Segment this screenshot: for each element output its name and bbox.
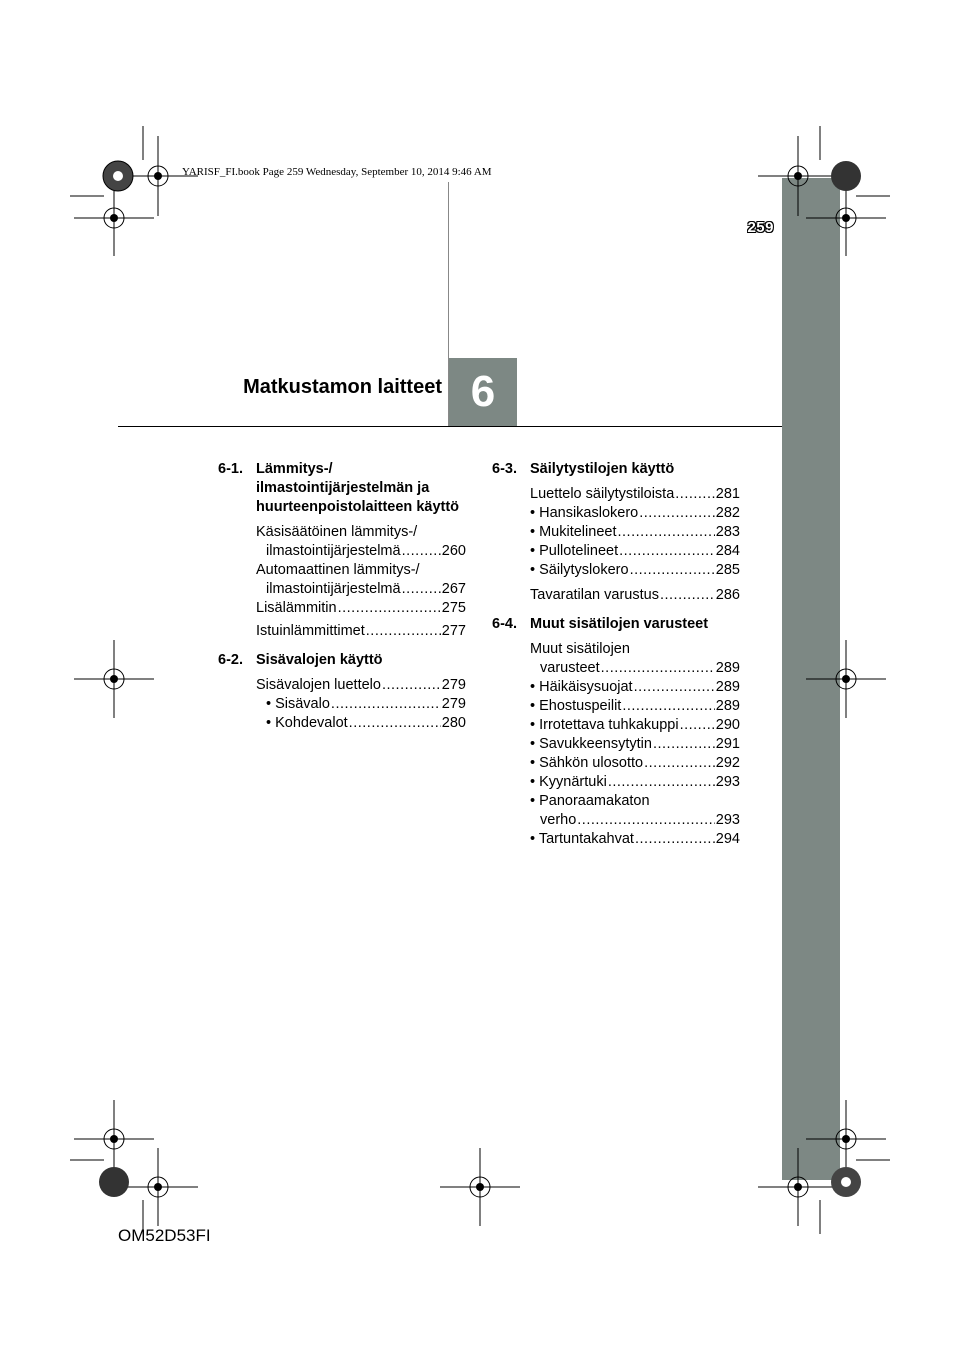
toc-entry-text: • Mukitelineet (530, 524, 617, 540)
toc-entry-first-line: • Panoraamakaton (530, 793, 650, 809)
toc-entry-text: Lisälämmitin (256, 600, 337, 616)
toc-entry-text: • Hansikaslokero (530, 505, 639, 521)
chapter-rule (118, 426, 782, 427)
toc-leader-dots (331, 695, 441, 714)
toc-leader-dots (577, 811, 715, 830)
toc-entry-text: varusteet (540, 660, 600, 676)
toc-page-number: 279 (441, 696, 466, 712)
toc-page-number: 286 (715, 587, 740, 603)
toc-entry[interactable] (492, 504, 740, 523)
toc-page-number: 289 (715, 679, 740, 695)
toc-entry-text: • Sähkön ulosotto (530, 755, 644, 771)
print-header-stamp: YARISF_FI.book Page 259 Wednesday, September 10, 2014 9:46 AM (182, 166, 492, 178)
toc-page-number: 293 (715, 774, 740, 790)
toc-leader-dots (635, 830, 715, 849)
toc-page-number: 294 (715, 831, 740, 847)
section-number: 6-1. (218, 461, 243, 477)
toc-leader-dots (601, 659, 715, 678)
toc-page-number: 283 (715, 524, 740, 540)
toc-page-number: 289 (715, 660, 740, 676)
toc-entry-text: • Ehostuspeilit (530, 698, 622, 714)
section-number: 6-4. (492, 616, 517, 632)
toc-entry-text: • Irrotettava tuhkakuppi (530, 717, 679, 733)
toc-page-number: 277 (441, 623, 466, 639)
toc-page-number: 267 (441, 581, 466, 597)
toc-page-number: 280 (441, 715, 466, 731)
toc-page-number: 289 (715, 698, 740, 714)
toc-entry-text: • Sisävalo (266, 696, 330, 712)
toc-leader-dots (402, 580, 441, 599)
toc-entry[interactable] (492, 485, 740, 504)
toc-page-number: 291 (715, 736, 740, 752)
toc-leader-dots (630, 561, 715, 580)
toc-column-right (492, 460, 740, 849)
section-gap (492, 605, 740, 615)
manual-code: OM52D53FI (118, 1226, 211, 1245)
toc-leader-dots (617, 523, 714, 542)
section-number: 6-3. (492, 461, 517, 477)
toc-entry-first-line: Muut sisätilojen (530, 641, 630, 657)
toc-entry-first-line: Automaattinen lämmitys-/ (256, 562, 420, 578)
section-number: 6-2. (218, 652, 243, 668)
toc-leader-dots (382, 676, 441, 695)
toc-entry[interactable] (492, 830, 740, 849)
toc-entry-text: • Savukkeensytytin (530, 736, 652, 752)
toc-leader-dots (608, 773, 715, 792)
toc-entry-text: • Häikäisysuojat (530, 679, 633, 695)
toc-entry[interactable] (218, 714, 466, 733)
toc-leader-dots (622, 697, 714, 716)
toc-entry-text: • Pullotelineet (530, 543, 619, 559)
chapter-number-box: 6 (449, 358, 517, 426)
toc-entry[interactable] (492, 773, 740, 792)
toc-page-number: 260 (441, 543, 466, 559)
toc-page-number: 284 (715, 543, 740, 559)
toc-section-heading (492, 615, 740, 634)
toc-entry[interactable] (492, 697, 740, 716)
toc-page-number: 285 (715, 562, 740, 578)
toc-entry-text: • Kyynärtuki (530, 774, 607, 790)
toc-section-heading (492, 460, 740, 479)
toc-leader-dots (366, 622, 441, 641)
toc-leader-dots (402, 542, 441, 561)
toc-page-number: 281 (715, 486, 740, 502)
section-title: Sisävalojen käyttö (256, 652, 383, 668)
section-title: Muut sisätilojen varusteet (530, 616, 709, 632)
toc-entry[interactable] (492, 542, 740, 561)
toc-entry[interactable] (218, 580, 466, 599)
toc-entry[interactable] (218, 599, 466, 618)
toc-column-left (218, 460, 466, 733)
section-title: Säilytystilojen käyttö (530, 461, 675, 477)
toc-page-number: 275 (441, 600, 466, 616)
toc-entry-text: Sisävalojen luettelo (256, 677, 381, 693)
page-number: 259 (747, 219, 774, 236)
chapter-title: Matkustamon laitteet (243, 376, 442, 398)
toc-entry[interactable] (492, 586, 740, 605)
toc-entry[interactable] (492, 561, 740, 580)
toc-entry[interactable] (492, 678, 740, 697)
toc-entry[interactable] (218, 622, 466, 641)
toc-entry-text: • Kohdevalot (266, 715, 348, 731)
toc-entry[interactable] (218, 695, 466, 714)
toc-leader-dots (653, 735, 715, 754)
toc-leader-dots (634, 678, 715, 697)
toc-leader-dots (619, 542, 715, 561)
toc-entry-text: • Säilytyslokero (530, 562, 629, 578)
toc-section-heading (218, 460, 466, 517)
toc-leader-dots (338, 599, 441, 618)
toc-entry[interactable] (492, 811, 740, 830)
toc-entry-text: Tavaratilan varustus (530, 587, 659, 603)
toc-entry[interactable] (492, 735, 740, 754)
toc-entry-text: Istuinlämmittimet (256, 623, 365, 639)
toc-leader-dots (675, 485, 715, 504)
toc-leader-dots (644, 754, 715, 773)
toc-leader-dots (660, 586, 715, 605)
toc-entry-text: verho (540, 812, 577, 828)
toc-entry[interactable] (492, 754, 740, 773)
section-gap (218, 641, 466, 651)
toc-leader-dots (639, 504, 715, 523)
toc-entry-text: ilmastointijärjestelmä (266, 581, 401, 597)
toc-entry-text: Luettelo säilytystiloista (530, 486, 675, 502)
toc-leader-dots (680, 716, 715, 735)
toc-entry[interactable] (492, 716, 740, 735)
toc-page-number: 279 (441, 677, 466, 693)
toc-entry-text: • Tartuntakahvat (530, 831, 634, 847)
toc-entry-first-line: Käsisäätöinen lämmitys-/ (256, 524, 418, 540)
toc-page-number: 293 (715, 812, 740, 828)
toc-page-number: 282 (715, 505, 740, 521)
toc-entry-text: ilmastointijärjestelmä (266, 543, 401, 559)
toc-page-number: 290 (715, 717, 740, 733)
section-title: Lämmitys-/ ilmastointijärjestelmän ja huurteenpoistolaitteen käyttö (256, 461, 460, 515)
toc-entry[interactable] (492, 523, 740, 542)
toc-entry[interactable] (218, 676, 466, 695)
toc-entry[interactable] (218, 542, 466, 561)
toc-entry[interactable] (492, 659, 740, 678)
toc-leader-dots (349, 714, 441, 733)
toc-page-number: 292 (715, 755, 740, 771)
toc-section-heading (218, 651, 466, 670)
